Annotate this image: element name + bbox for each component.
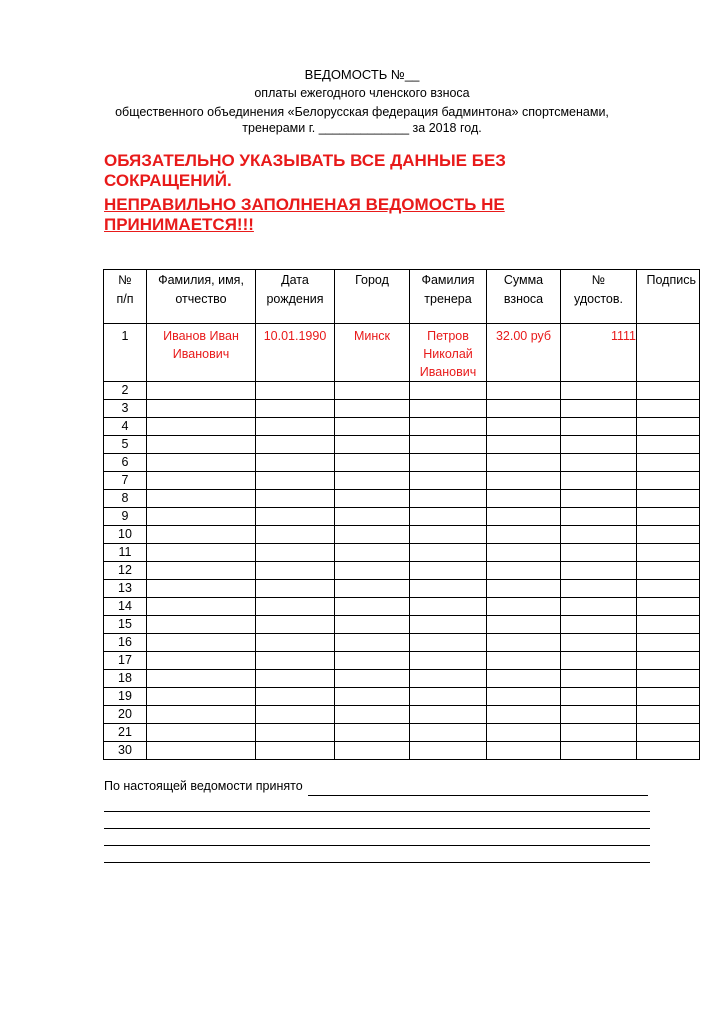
empty-cell — [561, 706, 637, 724]
col-header-full-name: Фамилия, имя, отчество — [147, 270, 256, 324]
table-row — [104, 598, 700, 616]
empty-cell — [335, 436, 410, 454]
empty-cell — [335, 382, 410, 400]
empty-cell — [256, 688, 335, 706]
table-row — [104, 688, 700, 706]
empty-cell — [410, 706, 487, 724]
empty-cell — [147, 382, 256, 400]
empty-cell — [410, 544, 487, 562]
row-number: 12 — [104, 562, 147, 580]
empty-cell — [335, 706, 410, 724]
empty-cell — [256, 508, 335, 526]
empty-cell — [335, 544, 410, 562]
empty-cell — [256, 598, 335, 616]
empty-cell — [637, 526, 700, 544]
empty-cell — [410, 670, 487, 688]
empty-cell — [410, 418, 487, 436]
empty-cell — [147, 634, 256, 652]
empty-cell — [256, 634, 335, 652]
col-header-signature: Подпись — [637, 270, 700, 324]
col-header-birth-date: Дата рождения — [256, 270, 335, 324]
footer-accepted-label: По настоящей ведомости принято — [104, 779, 303, 793]
sample-certificate: 1111 — [561, 324, 637, 382]
empty-cell — [256, 670, 335, 688]
empty-cell — [410, 652, 487, 670]
table-row — [104, 724, 700, 742]
col-header-fee: Сумма взноса — [487, 270, 561, 324]
empty-cell — [487, 400, 561, 418]
empty-cell — [256, 562, 335, 580]
empty-cell — [487, 382, 561, 400]
empty-cell — [561, 742, 637, 760]
empty-cell — [487, 526, 561, 544]
row-number: 18 — [104, 670, 147, 688]
warning-full-data — [104, 151, 664, 191]
warning-not-accepted — [104, 195, 664, 235]
empty-cell — [637, 742, 700, 760]
empty-cell — [147, 580, 256, 598]
empty-cell — [637, 670, 700, 688]
empty-cell — [410, 490, 487, 508]
empty-cell — [147, 400, 256, 418]
empty-cell — [256, 742, 335, 760]
empty-cell — [410, 562, 487, 580]
row-number: 4 — [104, 418, 147, 436]
table-row — [104, 436, 700, 454]
empty-cell — [335, 562, 410, 580]
row-number: 8 — [104, 490, 147, 508]
table-row — [104, 400, 700, 418]
empty-cell — [561, 472, 637, 490]
empty-cell — [256, 454, 335, 472]
empty-cell — [561, 544, 637, 562]
footer-fill-line — [104, 828, 650, 829]
empty-cell — [637, 706, 700, 724]
row-number: 17 — [104, 652, 147, 670]
sample-signature-cell — [637, 324, 700, 382]
empty-cell — [561, 400, 637, 418]
col-header-certificate: № удостов. — [561, 270, 637, 324]
empty-cell — [335, 724, 410, 742]
empty-cell — [561, 652, 637, 670]
row-number: 9 — [104, 508, 147, 526]
empty-cell — [410, 580, 487, 598]
empty-cell — [335, 616, 410, 634]
empty-cell — [561, 670, 637, 688]
row-number: 1 — [104, 324, 147, 382]
empty-cell — [410, 400, 487, 418]
empty-cell — [147, 724, 256, 742]
col-header-coach: Фамилия тренера — [410, 270, 487, 324]
empty-cell — [147, 454, 256, 472]
empty-cell — [487, 418, 561, 436]
empty-cell — [256, 616, 335, 634]
footer-fill-line — [308, 795, 648, 796]
empty-cell — [410, 598, 487, 616]
empty-cell — [335, 418, 410, 436]
empty-cell — [147, 418, 256, 436]
empty-cell — [256, 724, 335, 742]
empty-cell — [256, 490, 335, 508]
sample-row — [104, 324, 700, 382]
table-row — [104, 616, 700, 634]
table-row — [104, 562, 700, 580]
empty-cell — [487, 688, 561, 706]
empty-cell — [335, 508, 410, 526]
row-number: 11 — [104, 544, 147, 562]
empty-cell — [561, 526, 637, 544]
warning-line: НЕПРАВИЛЬНО ЗАПОЛНЕНАЯ ВЕДОМОСТЬ НЕ — [104, 195, 505, 214]
row-number: 15 — [104, 616, 147, 634]
empty-cell — [487, 544, 561, 562]
empty-cell — [335, 400, 410, 418]
empty-cell — [335, 742, 410, 760]
table-row — [104, 652, 700, 670]
empty-cell — [256, 418, 335, 436]
table-row — [104, 526, 700, 544]
empty-cell — [637, 544, 700, 562]
row-number: 14 — [104, 598, 147, 616]
empty-cell — [335, 490, 410, 508]
empty-cell — [561, 508, 637, 526]
empty-cell — [561, 490, 637, 508]
row-number: 30 — [104, 742, 147, 760]
empty-cell — [256, 526, 335, 544]
empty-cell — [256, 436, 335, 454]
empty-cell — [637, 580, 700, 598]
empty-cell — [147, 508, 256, 526]
empty-cell — [147, 742, 256, 760]
payment-register-table — [103, 269, 700, 760]
empty-cell — [561, 454, 637, 472]
empty-cell — [637, 400, 700, 418]
empty-cell — [487, 616, 561, 634]
empty-cell — [637, 454, 700, 472]
empty-cell — [147, 472, 256, 490]
empty-cell — [147, 436, 256, 454]
empty-cell — [637, 724, 700, 742]
empty-cell — [487, 508, 561, 526]
empty-cell — [410, 724, 487, 742]
empty-cell — [147, 526, 256, 544]
warning-line: ОБЯЗАТЕЛЬНО УКАЗЫВАТЬ ВСЕ ДАННЫЕ БЕЗ — [104, 151, 506, 170]
empty-cell — [147, 562, 256, 580]
empty-cell — [561, 688, 637, 706]
empty-cell — [561, 634, 637, 652]
table-row — [104, 706, 700, 724]
empty-cell — [335, 580, 410, 598]
empty-cell — [256, 382, 335, 400]
warning-line: ПРИНИМАЕТСЯ!!! — [104, 215, 254, 234]
empty-cell — [256, 652, 335, 670]
row-number: 10 — [104, 526, 147, 544]
empty-cell — [335, 688, 410, 706]
empty-cell — [147, 670, 256, 688]
empty-cell — [410, 436, 487, 454]
empty-cell — [561, 580, 637, 598]
empty-cell — [410, 742, 487, 760]
table-row — [104, 490, 700, 508]
empty-cell — [487, 670, 561, 688]
empty-cell — [410, 454, 487, 472]
footer-fill-line — [104, 862, 650, 863]
empty-cell — [637, 598, 700, 616]
empty-cell — [335, 454, 410, 472]
empty-cell — [637, 490, 700, 508]
empty-cell — [335, 472, 410, 490]
empty-cell — [637, 382, 700, 400]
empty-cell — [256, 544, 335, 562]
empty-cell — [487, 562, 561, 580]
organization-line: общественного объединения «Белорусская федерация бадминтона» спортсменами, — [115, 105, 609, 119]
table-row — [104, 634, 700, 652]
empty-cell — [487, 580, 561, 598]
row-number: 3 — [104, 400, 147, 418]
empty-cell — [256, 580, 335, 598]
empty-cell — [561, 598, 637, 616]
col-header-number: № п/п — [104, 270, 147, 324]
sample-fee: 32.00 руб — [487, 324, 561, 382]
empty-cell — [561, 382, 637, 400]
empty-cell — [637, 688, 700, 706]
row-number: 20 — [104, 706, 147, 724]
empty-cell — [410, 526, 487, 544]
sample-full-name: Иванов Иван Иванович — [147, 324, 256, 382]
empty-cell — [256, 706, 335, 724]
empty-cell — [335, 634, 410, 652]
empty-cell — [335, 652, 410, 670]
footer-fill-line — [104, 811, 650, 812]
row-number: 13 — [104, 580, 147, 598]
table-row — [104, 382, 700, 400]
empty-cell — [256, 400, 335, 418]
row-number: 7 — [104, 472, 147, 490]
document-subtitle: оплаты ежегодного членского взноса — [254, 86, 470, 100]
empty-cell — [335, 526, 410, 544]
empty-cell — [487, 742, 561, 760]
empty-cell — [487, 724, 561, 742]
sample-coach: Петров Николай Иванович — [410, 324, 487, 382]
sample-city: Минск — [335, 324, 410, 382]
empty-cell — [147, 688, 256, 706]
empty-cell — [410, 472, 487, 490]
empty-cell — [335, 670, 410, 688]
footer-fill-line — [104, 845, 650, 846]
empty-cell — [147, 706, 256, 724]
city-year-line: тренерами г. _____________ за 2018 год. — [242, 121, 482, 135]
empty-cell — [487, 706, 561, 724]
table-row — [104, 742, 700, 760]
row-number: 6 — [104, 454, 147, 472]
empty-cell — [561, 562, 637, 580]
row-number: 19 — [104, 688, 147, 706]
table-row — [104, 544, 700, 562]
empty-cell — [487, 634, 561, 652]
empty-cell — [637, 634, 700, 652]
empty-cell — [410, 634, 487, 652]
empty-cell — [147, 490, 256, 508]
col-header-city: Город — [335, 270, 410, 324]
warning-line: СОКРАЩЕНИЙ. — [104, 171, 232, 190]
row-number: 5 — [104, 436, 147, 454]
table-row — [104, 454, 700, 472]
empty-cell — [487, 472, 561, 490]
table-header-row — [104, 270, 700, 324]
empty-cell — [561, 436, 637, 454]
empty-cell — [410, 688, 487, 706]
empty-cell — [637, 562, 700, 580]
empty-cell — [637, 616, 700, 634]
row-number: 2 — [104, 382, 147, 400]
empty-cell — [410, 616, 487, 634]
empty-cell — [410, 382, 487, 400]
row-number: 21 — [104, 724, 147, 742]
table-row — [104, 418, 700, 436]
empty-cell — [561, 418, 637, 436]
empty-cell — [561, 616, 637, 634]
empty-cell — [637, 508, 700, 526]
empty-cell — [147, 616, 256, 634]
empty-cell — [637, 472, 700, 490]
table-row — [104, 670, 700, 688]
empty-cell — [147, 598, 256, 616]
empty-cell — [637, 652, 700, 670]
table-row — [104, 508, 700, 526]
empty-cell — [487, 454, 561, 472]
empty-cell — [335, 598, 410, 616]
sample-birth-date: 10.01.1990 — [256, 324, 335, 382]
empty-cell — [637, 418, 700, 436]
row-number: 16 — [104, 634, 147, 652]
empty-cell — [256, 472, 335, 490]
empty-cell — [487, 490, 561, 508]
empty-cell — [561, 724, 637, 742]
empty-cell — [487, 598, 561, 616]
table-row — [104, 580, 700, 598]
empty-cell — [147, 652, 256, 670]
empty-cell — [147, 544, 256, 562]
empty-cell — [410, 508, 487, 526]
empty-cell — [637, 436, 700, 454]
empty-cell — [487, 652, 561, 670]
empty-cell — [487, 436, 561, 454]
table-row — [104, 472, 700, 490]
document-title: ВЕДОМОСТЬ №__ — [304, 67, 420, 82]
